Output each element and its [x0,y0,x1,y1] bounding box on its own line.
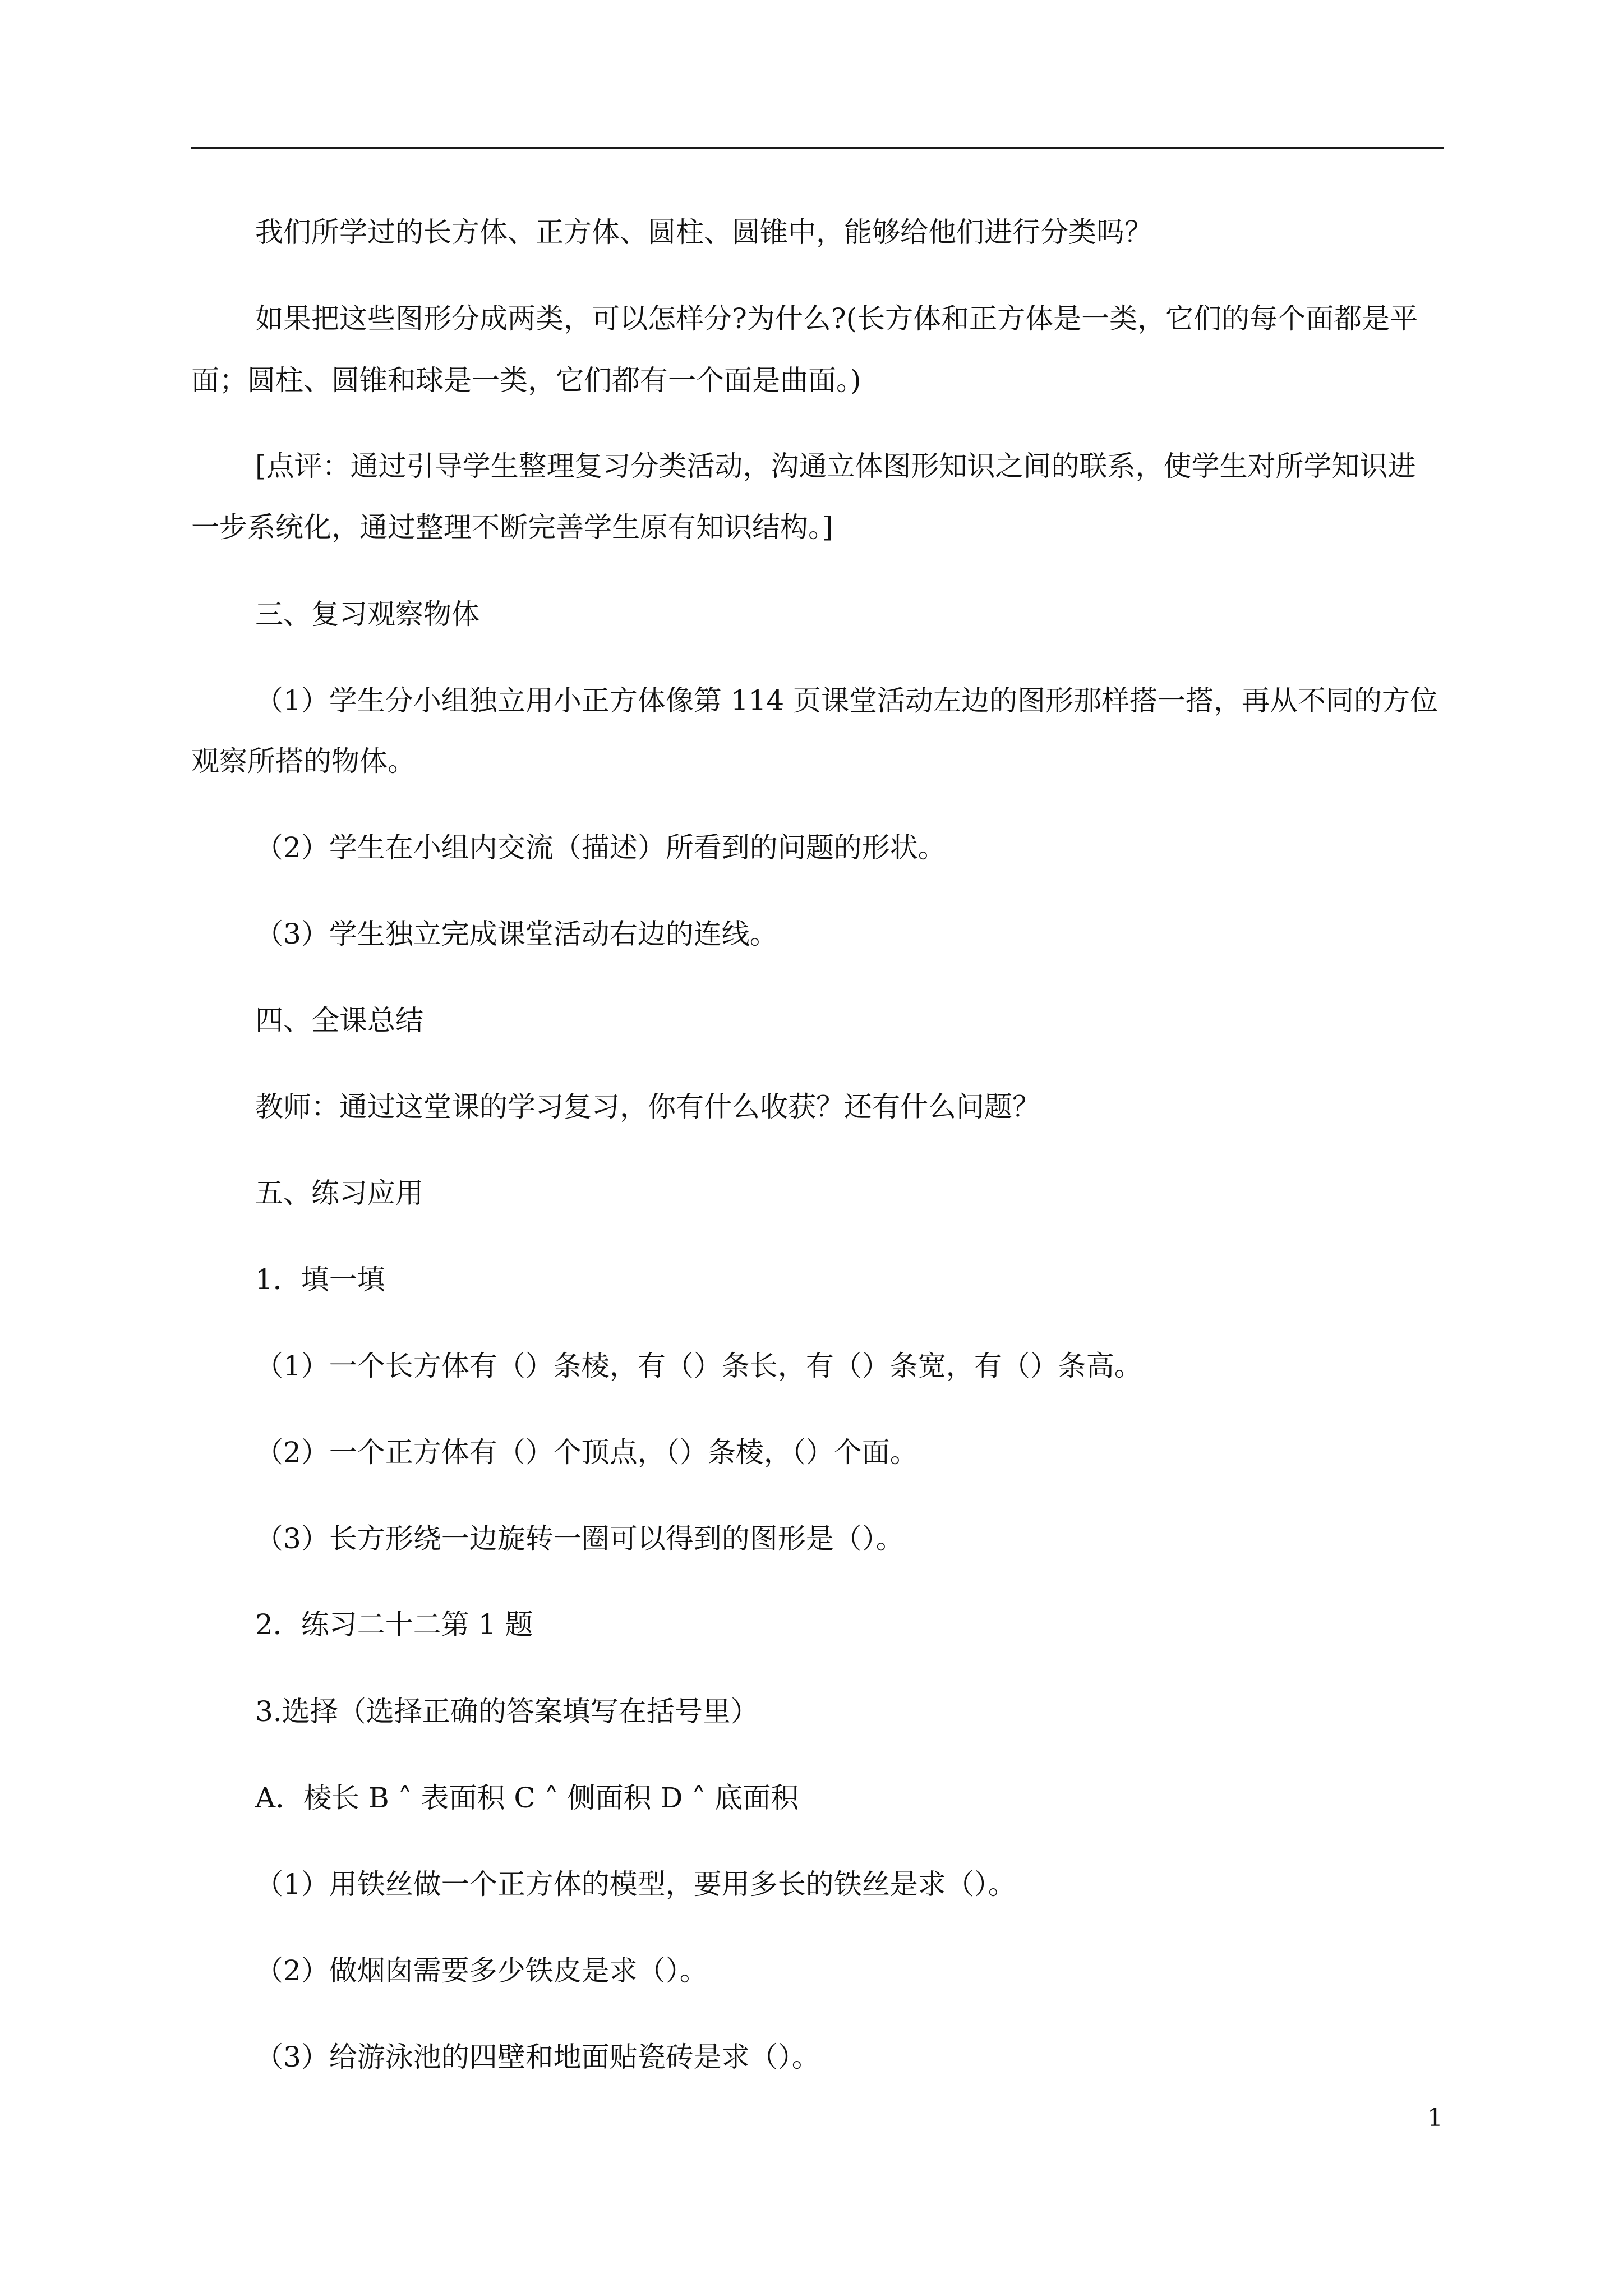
paragraph-line: 一步系统化，通过整理不断完善学生原有知识结构。] [191,511,833,544]
answer-options: A．棱长 B ˄ 表面积 C ˄ 侧面积 D ˄ 底面积 [255,1782,799,1814]
page-number: 1 [1427,2104,1443,2132]
paragraph-line: （2）学生在小组内交流（描述）所看到的问题的形状。 [255,831,946,864]
question-item: （3）给游泳池的四壁和地面贴瓷砖是求（）。 [255,2041,820,2073]
paragraph-line: [点评：通过引导学生整理复习分类活动，沟通立体图形知识之间的联系，使学生对所学知识进 [255,450,1416,482]
section-heading: 三、复习观察物体 [255,598,479,631]
question-item: （1）一个长方体有（）条棱，有（）条长，有（）条宽，有（）条高。 [255,1350,1142,1382]
header-rule [191,147,1444,149]
question-item: （2）一个正方体有（）个顶点，（）条棱，（）个面。 [255,1436,918,1469]
paragraph-line: 教师：通过这堂课的学习复习，你有什么收获？还有什么问题？ [255,1091,1040,1123]
paragraph-line: 观察所搭的物体。 [191,745,416,777]
question-heading: 3.选择（选择正确的答案填写在括号里） [255,1695,759,1728]
section-heading: 五、练习应用 [255,1177,423,1209]
paragraph-line: 我们所学过的长方体、正方体、圆柱、圆锥中，能够给他们进行分类吗？ [255,216,1152,249]
question-heading: 2．练习二十二第 1 题 [255,1608,533,1641]
question-item: （3）长方形绕一边旋转一圈可以得到的图形是（）。 [255,1522,904,1555]
paragraph-line: （3）学生独立完成课堂活动右边的连线。 [255,918,778,950]
paragraph-line: 面；圆柱、圆锥和球是一类，它们都有一个面是曲面。) [191,364,861,397]
paragraph-line: （1）学生分小组独立用小正方体像第 114 页课堂活动左边的图形那样搭一搭，再从不同的方位 [255,684,1438,717]
question-item: （1）用铁丝做一个正方体的模型，要用多长的铁丝是求（）。 [255,1868,1016,1901]
question-heading: 1．填一填 [255,1263,385,1296]
question-item: （2）做烟囱需要多少铁皮是求（）。 [255,1954,708,1987]
paragraph-line: 如果把这些图形分成两类，可以怎样分?为什么?(长方体和正方体是一类，它们的每个面都是平 [255,302,1418,335]
section-heading: 四、全课总结 [255,1004,423,1037]
